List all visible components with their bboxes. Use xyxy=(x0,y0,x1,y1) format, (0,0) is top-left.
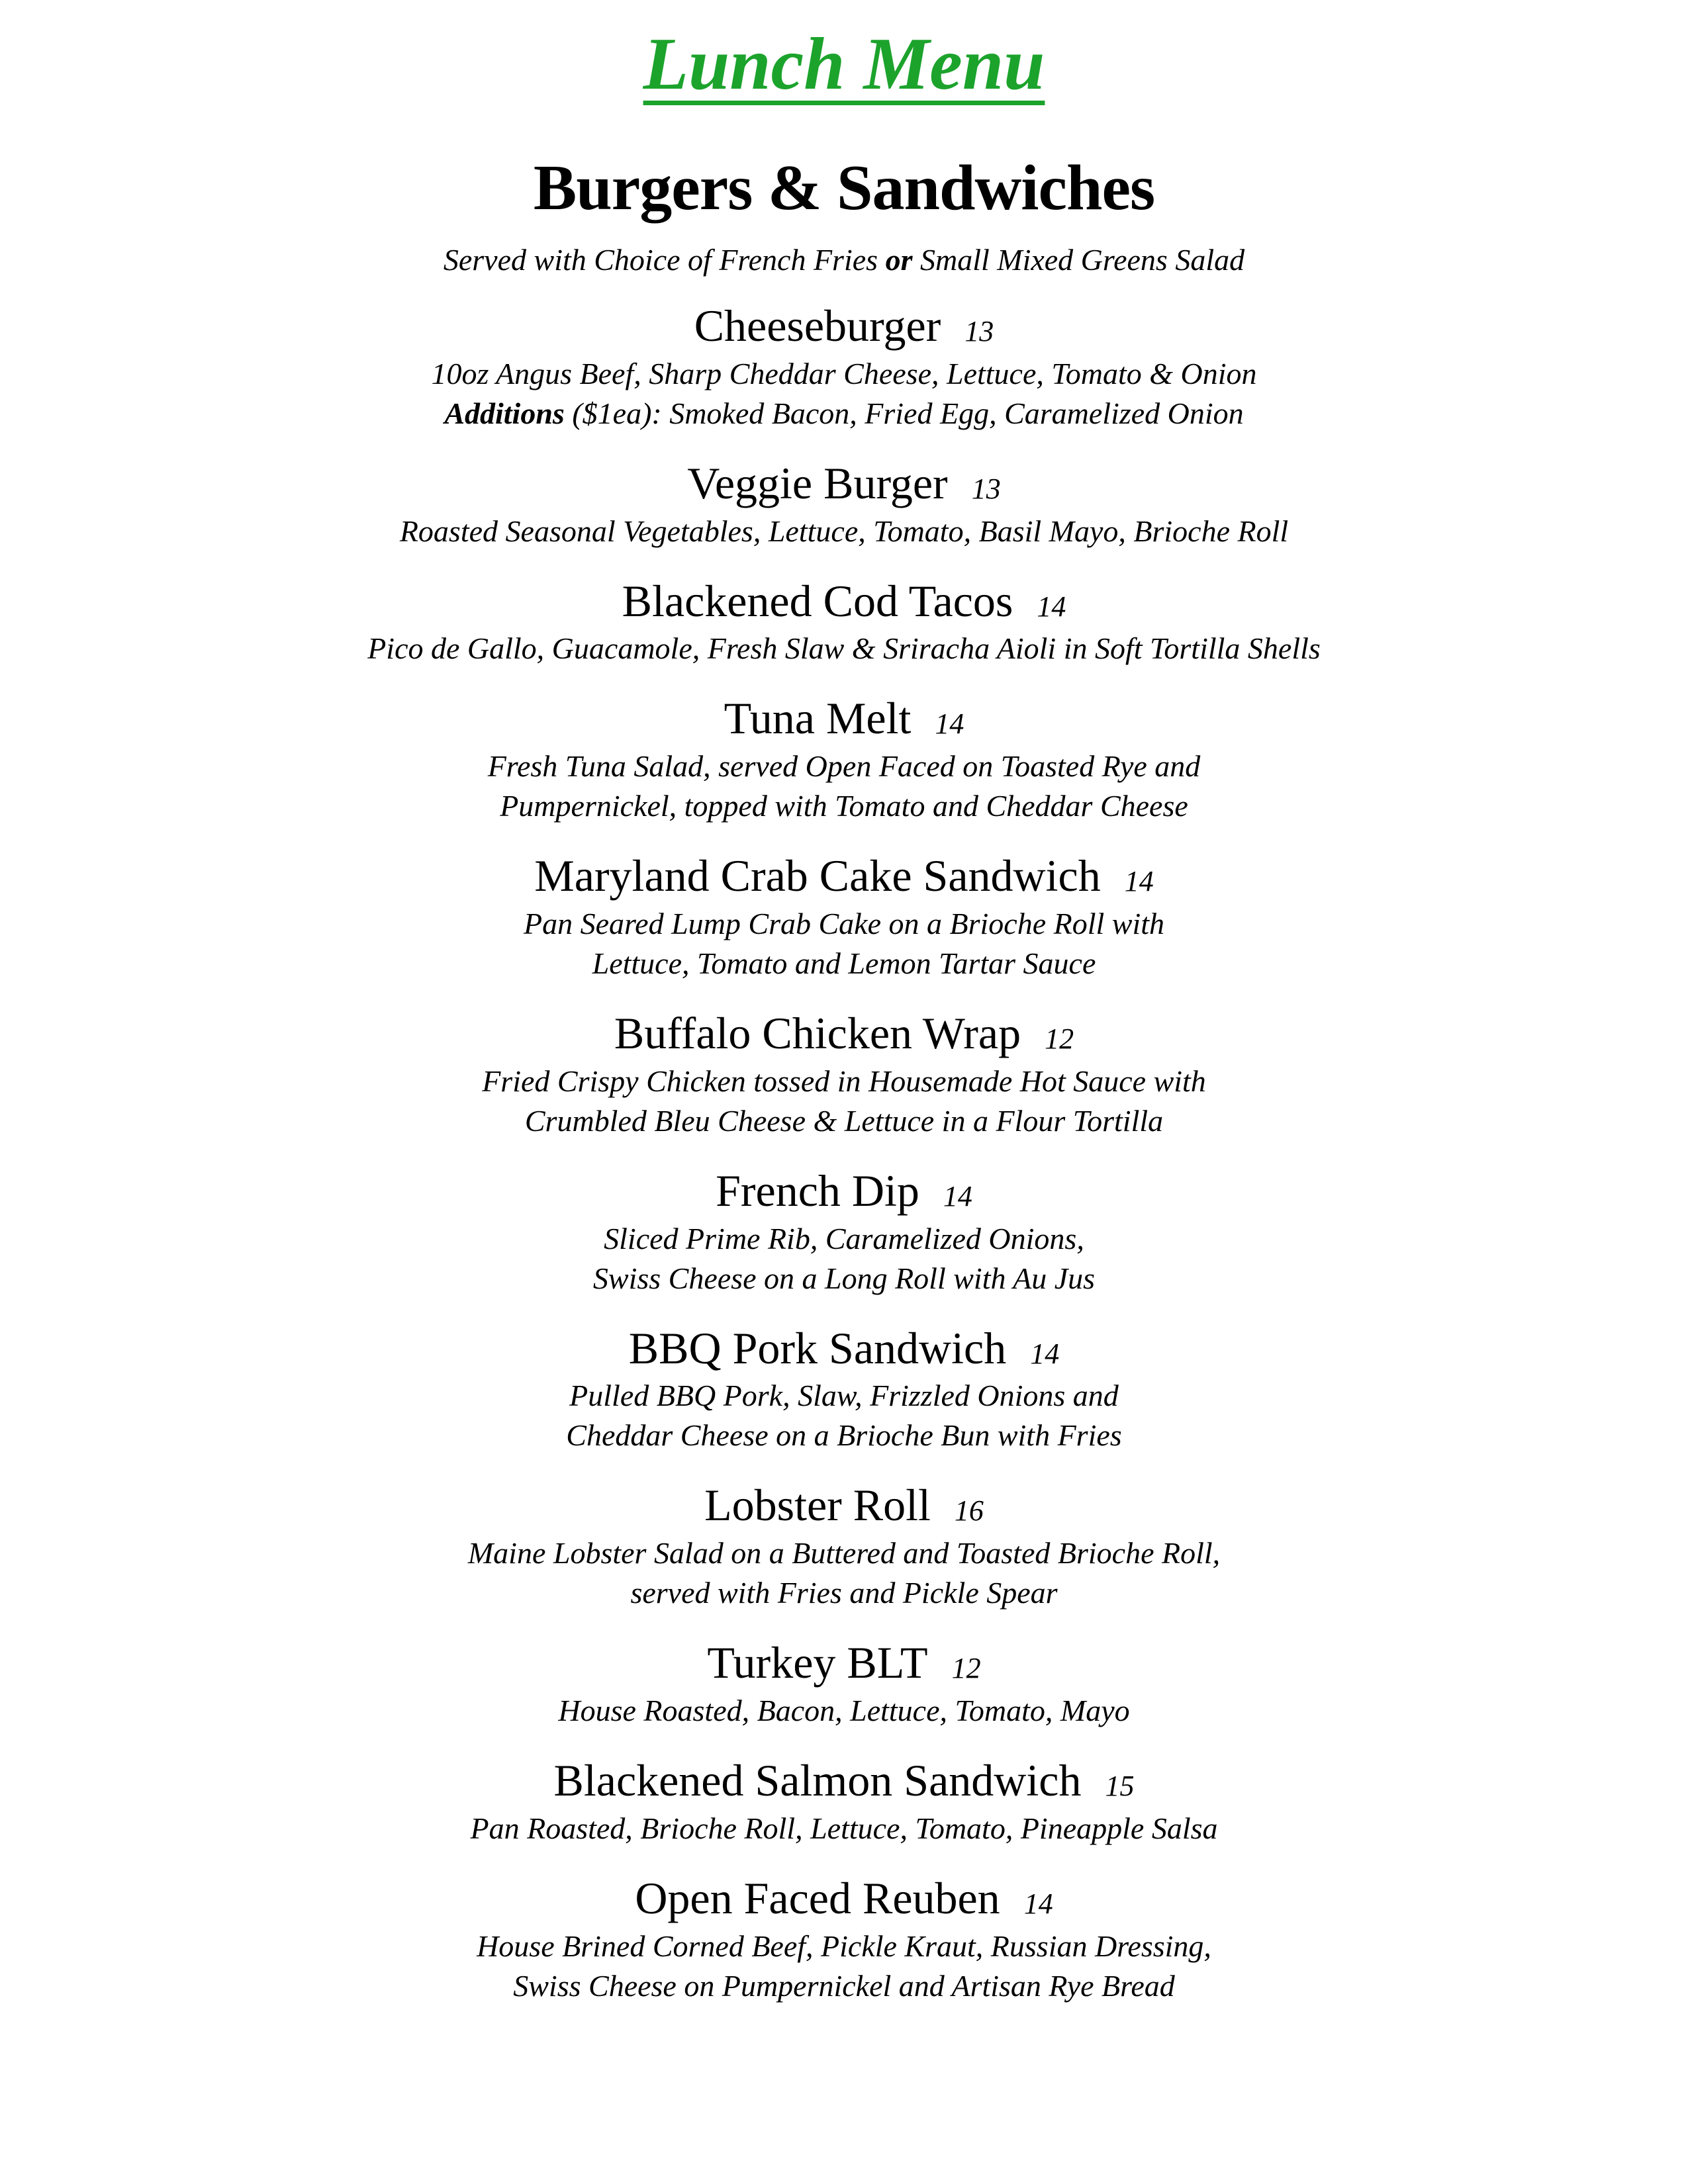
item-description-line xyxy=(0,1927,1688,1966)
item-description xyxy=(0,1376,1688,1455)
menu-items-list xyxy=(0,301,1688,2006)
item-name: Buffalo Chicken Wrap xyxy=(614,1008,1021,1059)
menu-item xyxy=(0,694,1688,826)
item-name: Tuna Melt xyxy=(724,693,912,744)
text-segment: ($1ea): Smoked Bacon, Fried Egg, Caramelized Onion xyxy=(564,396,1244,430)
text-segment: Crumbled Bleu Cheese & Lettuce in a Flour Tortilla xyxy=(524,1103,1164,1138)
item-name-line xyxy=(0,301,1688,351)
item-description xyxy=(0,1691,1688,1731)
item-description-line xyxy=(0,1966,1688,2006)
item-description-line xyxy=(0,1573,1688,1613)
text-segment: Sliced Prime Rib, Caramelized Onions, xyxy=(604,1221,1084,1255)
text-segment: or xyxy=(885,243,913,277)
menu-item xyxy=(0,1009,1688,1141)
text-segment: Pumpernickel, topped with Tomato and Cheddar Cheese xyxy=(500,789,1188,823)
item-description xyxy=(0,1809,1688,1848)
item-name-line xyxy=(0,576,1688,626)
item-name-line xyxy=(0,459,1688,508)
text-segment: Fried Crispy Chicken tossed in Housemade Hot Sauce with xyxy=(482,1064,1206,1098)
item-description-line xyxy=(0,944,1688,983)
item-name-line xyxy=(0,1324,1688,1373)
text-segment: served with Fries and Pickle Spear xyxy=(630,1576,1058,1610)
item-price: 14 xyxy=(943,1179,972,1212)
item-description xyxy=(0,747,1688,826)
item-name-line xyxy=(0,1638,1688,1688)
item-name: Blackened Salmon Sandwich xyxy=(553,1755,1082,1805)
text-segment: Swiss Cheese on Pumpernickel and Artisan Rye Bread xyxy=(513,1968,1175,2003)
item-name: Blackened Cod Tacos xyxy=(622,575,1013,626)
page-title-text: Lunch Menu xyxy=(643,23,1045,105)
item-description-line xyxy=(0,1809,1688,1848)
item-description-line xyxy=(0,1691,1688,1731)
item-name-line xyxy=(0,1874,1688,1923)
item-description-line xyxy=(0,747,1688,786)
text-segment: House Brined Corned Beef, Pickle Kraut, Russian Dressing, xyxy=(477,1929,1211,1963)
item-description xyxy=(0,904,1688,983)
item-description xyxy=(0,354,1688,433)
menu-item xyxy=(0,1480,1688,1613)
text-segment: Roasted Seasonal Vegetables, Lettuce, Tomato, Basil Mayo, Brioche Roll xyxy=(399,514,1289,548)
text-segment: Maine Lobster Salad on a Buttered and Toasted Brioche Roll, xyxy=(467,1536,1221,1570)
section-heading: Burgers & Sandwiches xyxy=(533,152,1155,224)
text-segment: House Roasted, Bacon, Lettuce, Tomato, Mayo xyxy=(558,1694,1130,1727)
item-description xyxy=(0,1927,1688,2006)
item-price: 14 xyxy=(1023,1887,1053,1920)
item-price: 13 xyxy=(971,472,1001,505)
text-segment: Additions xyxy=(444,396,565,430)
item-description-line xyxy=(0,394,1688,433)
item-name: Turkey BLT xyxy=(707,1637,928,1688)
section-note xyxy=(0,240,1688,280)
item-price: 14 xyxy=(1124,865,1154,898)
item-description-line xyxy=(0,786,1688,826)
item-description-line xyxy=(0,354,1688,394)
item-name-line xyxy=(0,1009,1688,1058)
text-segment: 10oz Angus Beef, Sharp Cheddar Cheese, Lettuce, Tomato & Onion xyxy=(431,356,1257,390)
item-name-line xyxy=(0,851,1688,901)
item-description-line xyxy=(0,1219,1688,1259)
text-segment: Pan Roasted, Brioche Roll, Lettuce, Tomato, Pineapple Salsa xyxy=(470,1811,1218,1845)
text-segment: Lettuce, Tomato and Lemon Tartar Sauce xyxy=(592,946,1096,981)
menu-item xyxy=(0,1324,1688,1456)
item-name-line xyxy=(0,1756,1688,1805)
item-description xyxy=(0,1219,1688,1298)
menu-item xyxy=(0,459,1688,551)
item-price: 14 xyxy=(1037,590,1066,623)
text-segment: Pan Seared Lump Crab Cake on a Brioche Roll with xyxy=(523,907,1165,941)
item-description-line xyxy=(0,1101,1688,1141)
item-description-line xyxy=(0,1259,1688,1298)
item-price: 12 xyxy=(951,1652,981,1685)
item-price: 14 xyxy=(1030,1337,1060,1370)
menu-item xyxy=(0,576,1688,669)
menu-item xyxy=(0,1166,1688,1298)
burgers-sandwiches-section xyxy=(0,154,1688,2005)
item-name-line xyxy=(0,1480,1688,1530)
text-segment: Served with Choice of French Fries xyxy=(443,243,886,277)
item-description xyxy=(0,1533,1688,1613)
item-price: 16 xyxy=(954,1494,984,1527)
text-segment: Cheddar Cheese on a Brioche Bun with Fries xyxy=(566,1418,1122,1453)
item-name-line xyxy=(0,1166,1688,1216)
item-description xyxy=(0,629,1688,668)
item-price: 12 xyxy=(1045,1023,1074,1056)
menu-item xyxy=(0,1874,1688,2006)
text-segment: Swiss Cheese on a Long Roll with Au Jus xyxy=(592,1261,1096,1295)
item-description-line xyxy=(0,629,1688,668)
item-name: Veggie Burger xyxy=(687,457,948,508)
item-description-line xyxy=(0,1062,1688,1101)
item-name-line xyxy=(0,694,1688,743)
item-name: Maryland Crab Cake Sandwich xyxy=(534,850,1101,901)
menu-item xyxy=(0,301,1688,433)
item-description xyxy=(0,512,1688,551)
menu-item xyxy=(0,1756,1688,1848)
item-name: BBQ Pork Sandwich xyxy=(628,1322,1007,1373)
item-name: Lobster Roll xyxy=(704,1480,931,1531)
menu-item xyxy=(0,851,1688,983)
page-title xyxy=(0,17,1688,112)
item-description-line xyxy=(0,1376,1688,1416)
menu-item xyxy=(0,1638,1688,1731)
item-description-line xyxy=(0,904,1688,944)
item-name: French Dip xyxy=(716,1165,919,1216)
item-description-line xyxy=(0,512,1688,551)
text-segment: Fresh Tuna Salad, served Open Faced on Toasted Rye and xyxy=(487,749,1201,784)
item-description xyxy=(0,1062,1688,1141)
text-segment: Small Mixed Greens Salad xyxy=(912,243,1245,277)
text-segment: Pico de Gallo, Guacamole, Fresh Slaw & Sriracha Aioli in Soft Tortilla Shells xyxy=(367,631,1321,666)
item-description-line xyxy=(0,1416,1688,1455)
item-description-line xyxy=(0,1533,1688,1573)
item-price: 13 xyxy=(964,315,994,348)
item-price: 15 xyxy=(1105,1770,1135,1802)
text-segment: Pulled BBQ Pork, Slaw, Frizzled Onions and xyxy=(569,1379,1119,1413)
item-name: Cheeseburger xyxy=(694,300,941,351)
item-name: Open Faced Reuben xyxy=(635,1872,1000,1923)
item-price: 14 xyxy=(935,707,964,741)
